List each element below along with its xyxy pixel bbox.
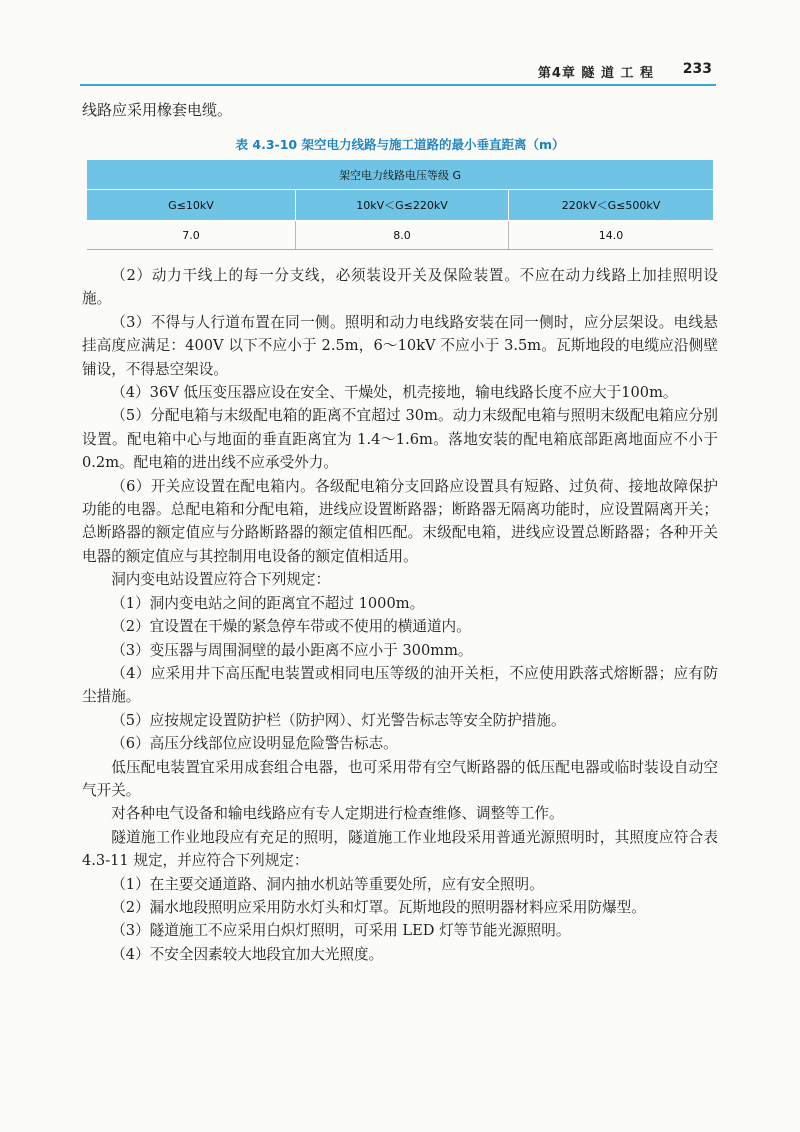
paragraph: （6）开关应设置在配电箱内。各级配电箱分支回路应设置具有短路、过负荷、接地故障保护功能的电器。总配电箱和分配电箱，进线应设置断路器；断路器无隔离功能时，应设置隔离开关；总断路器的额定值应与分路断路器的额定值相匹配。末级配电箱，进线应设置总断路器；各种开关电器的额定值应与其控制用电设备的额定值相适用。 — [82, 477, 718, 565]
list-item: （5）应按规定设置防护栏（防护网）、灯光警告标志等安全防护措施。 — [111, 711, 566, 729]
list-item: （4）应采用井下高压配电装置或相同电压等级的油开关柜，不应使用跌落式熔断器；应有防尘措施。 — [82, 664, 718, 706]
chapter-title: 第4章 隧 道 工 程 — [537, 66, 654, 81]
paragraph: 隧道施工作业地段应有充足的照明，隧道施工作业地段采用普通光源照明时，其照度应符合表 4.3-11 规定，并应符合下列规定： — [82, 828, 718, 870]
paragraph: （2）动力干线上的每一分支线，必须装设开关及保险装置。不应在动力线路上加挂照明设施。 — [82, 267, 718, 308]
table-caption: 表 4.3-10 架空电力线路与施工道路的最小垂直距离（m） — [235, 137, 565, 152]
paragraph: （4）36V 低压变压器应设在安全、干燥处，机壳接地，输电线路长度不应大于100m。 — [111, 384, 678, 402]
paragraph: （3）不得与人行道布置在同一侧。照明和动力电线路安装在同一侧时，应分层架设。电线悬挂高度应满足：400V 以下不应小于 2.5m，6～10kV 不应小于 3.5m。瓦斯地段的电缆应沿侧壁铺设，不得悬空架设。 — [82, 313, 718, 378]
list-item: （4）不安全因素较大地段宜加大光照度。 — [111, 945, 384, 963]
table-cell: 8.0 — [296, 221, 509, 250]
paragraph: 对各种电气设备和输电线路应有专人定期进行检查维修、调整等工作。 — [111, 805, 564, 823]
table-group-header: 架空电力线路电压等级 G — [87, 160, 713, 190]
page-number: 233 — [682, 61, 712, 77]
table-cell: 14.0 — [509, 221, 714, 250]
table-cell: 7.0 — [87, 221, 296, 250]
clearance-table — [87, 160, 713, 250]
list-item: （6）高压分线部位应设明显危险警告标志。 — [111, 735, 398, 753]
table-column-header: 10kV＜G≤220kV — [296, 190, 509, 221]
table-column-header: G≤10kV — [87, 190, 296, 221]
running-header — [80, 58, 716, 84]
list-item: （1）在主要交通道路、洞内抽水机站等重要处所，应有安全照明。 — [111, 875, 544, 893]
body-text — [82, 264, 718, 966]
paragraph: （5）分配电箱与末级配电箱的距离不宜超过 30m。动力末级配电箱与照明末级配电箱应分别设置。配电箱中心与地面的垂直距离宜为 1.4～1.6m。落地安装的配电箱底部距离地面应不小于 0.2m。配电箱的进出线不应承受外力。 — [82, 407, 718, 472]
table-column-header: 220kV＜G≤500kV — [509, 190, 714, 221]
list-item: （2）漏水地段照明应采用防水灯头和灯罩。瓦斯地段的照明器材料应采用防爆型。 — [111, 898, 646, 916]
header-rule — [80, 84, 716, 86]
list-item: （2）宜设置在干燥的紧急停车带或不使用的横通道内。 — [111, 618, 471, 636]
paragraph: 洞内变电站设置应符合下列规定： — [111, 571, 331, 589]
list-item: （3）隧道施工不应采用白炽灯照明，可采用 LED 灯等节能光源照明。 — [111, 922, 571, 940]
list-item: （3）变压器与周围洞壁的最小距离不应小于 300mm。 — [111, 641, 473, 659]
lead-text: 线路应采用橡套电缆。 — [82, 101, 233, 119]
table-row — [87, 221, 713, 250]
list-item: （1）洞内变电站之间的距离宜不超过 1000m。 — [111, 594, 425, 612]
paragraph: 低压配电装置宜采用成套组合电器，也可采用带有空气断路器的低压配电器或临时装设自动空气开关。 — [82, 758, 718, 799]
